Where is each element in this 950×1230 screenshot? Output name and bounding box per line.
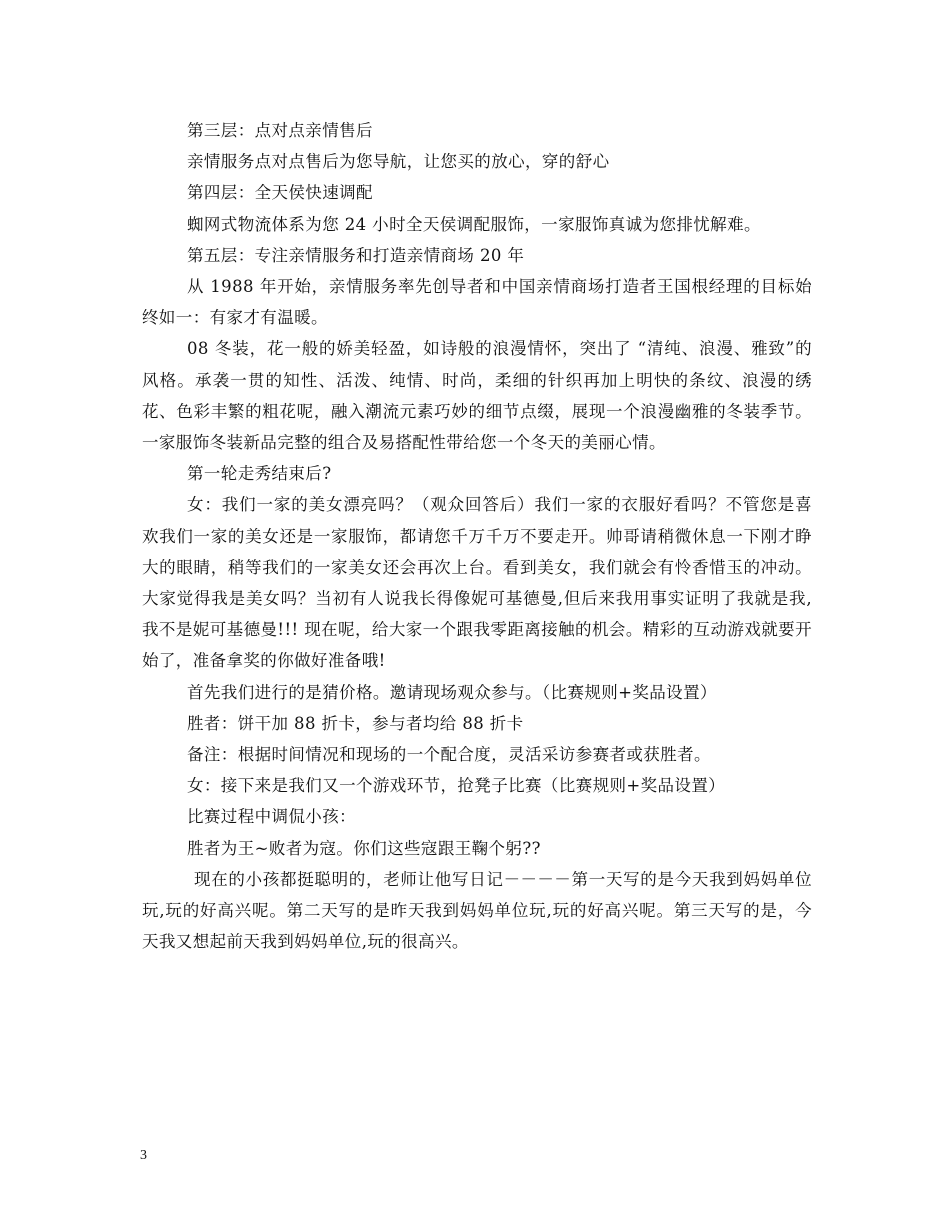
paragraph-layer-4-desc: 蜘网式物流体系为您 24 小时全天侯调配服饰，一家服饰真诚为您排忧解难。 [187, 214, 761, 234]
paragraph-diary-joke: 现在的小孩都挺聪明的，老师让他写日记－－－－第一天写的是今天我到妈妈单位玩,玩的好高兴呢。第二天写的是昨天我到妈妈单位玩,玩的好高兴呢。第三天写的是，今天我又想起前天我到妈妈单位,玩的很高兴。 [142, 869, 812, 952]
paragraph-guess-price: 首先我们进行的是猜价格。邀请现场观众参与。（比赛规则+奖品设置） [187, 682, 717, 702]
page-number: 3 [140, 1148, 147, 1163]
paragraph-tease-kids: 比赛过程中调侃小孩： [187, 807, 356, 827]
paragraph-first-round: 第一轮走秀结束后? [187, 464, 332, 484]
heading-layer-5: 第五层：专注亲情服务和打造亲情商场 20 年 [187, 245, 525, 265]
paragraph-layer-5-desc: 从 1988 年开始，亲情服务率先创导者和中国亲情商场打造者王国根经理的目标始终如一：有家才有温暖。 [142, 277, 812, 328]
paragraph-host-speech: 女：我们一家的美女漂亮吗？（观众回答后）我们一家的衣服好看吗？不管您是喜欢我们一家的美女还是一家服饰，都请您千万千万不要走开。帅哥请稍微休息一下刚才睁大的眼睛，稍等我们的一家美女还会再次上台。看到美女，我们就会有怜香惜玉的冲动。大家觉得我是美女吗？当初有人说我长得像妮可基德曼,但后来我用事实证明了我就是我,我不是妮可基德曼!!! 现在呢，给大家一个跟我零距离接触的机会。精彩的互动游戏就要开始了，准备拿奖的你做好准备哦! [142, 495, 812, 671]
paragraph-winter-collection: 08 冬装，花一般的娇美轻盈，如诗般的浪漫情怀，突出了 “清纯、浪漫、雅致”的风格。承袭一贯的知性、活泼、纯情、时尚，柔细的针织再加上明快的条纹、浪漫的绣花、色彩丰繁的粗花呢，融入潮流元素巧妙的细节点缀，展现一个浪漫幽雅的冬装季节。一家服饰冬装新品完整的组合及易搭配性带给您一个冬天的美丽心情。 [142, 339, 812, 453]
page-body [142, 115, 812, 957]
paragraph-chair-game: 女：接下来是我们又一个游戏环节，抢凳子比赛（比赛规则+奖品设置） [187, 776, 726, 796]
paragraph-winner-prize: 胜者：饼干加 88 折卡，参与者均给 88 折卡 [187, 713, 524, 733]
paragraph-layer-3-desc: 亲情服务点对点售后为您导航，让您买的放心，穿的舒心 [187, 152, 610, 172]
paragraph-winner-king: 胜者为王~败者为寇。你们这些寇跟王鞠个躬?? [187, 838, 541, 858]
heading-layer-3: 第三层：点对点亲情售后 [187, 121, 373, 140]
heading-layer-4: 第四层：全天侯快速调配 [187, 183, 373, 203]
paragraph-note: 备注：根据时间情况和现场的一个配合度，灵活采访参赛者或获胜者。 [187, 745, 711, 765]
